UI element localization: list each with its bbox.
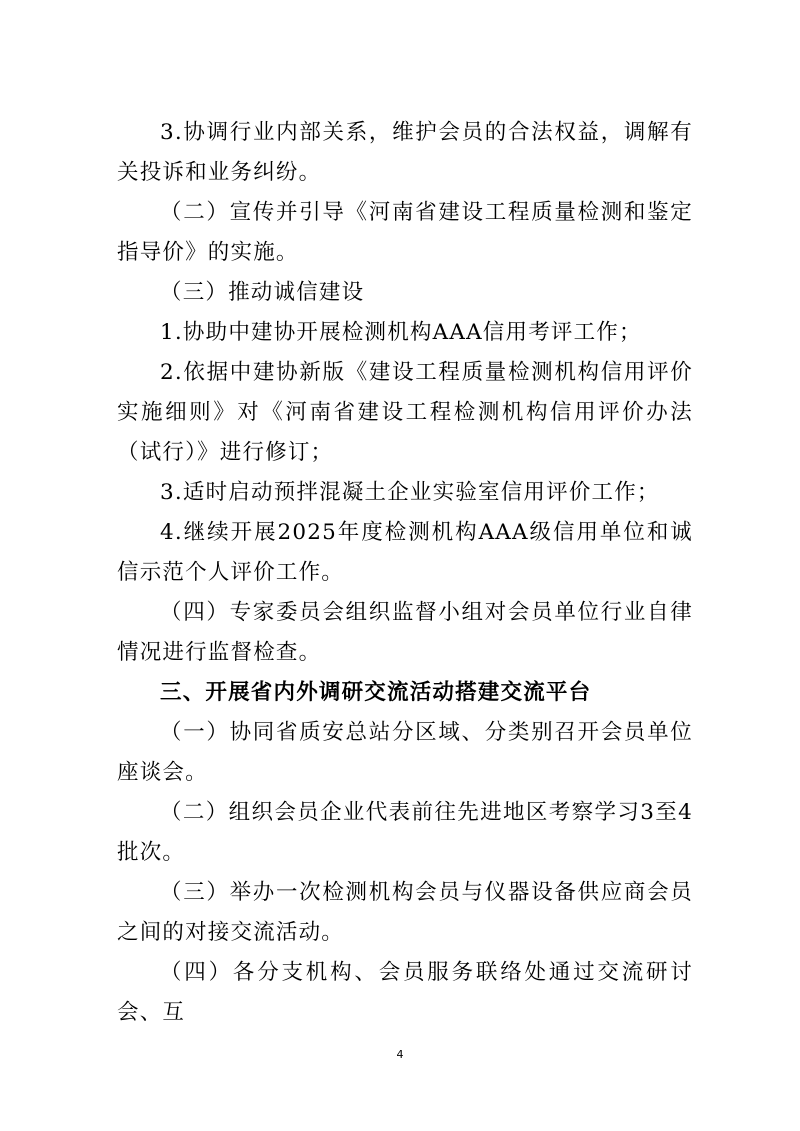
paragraph-concrete-lab-credit: 3.适时启动预拌混凝土企业实验室信用评价工作； — [160, 480, 660, 505]
paragraph-integrity-construction: （三）推动诚信建设 — [160, 280, 365, 305]
paragraph-aaa-credit-assessment: 1.协助中建协开展检测机构AAA信用考评工作； — [160, 320, 642, 345]
paragraph-branch-seminars: （四）各分支机构、会员服务联络处通过交流研讨会、互 — [117, 960, 693, 1025]
paragraph-2025-credit-evaluation: 4.继续开展2025年度检测机构AAA级信用单位和诚信示范个人评价工作。 — [117, 520, 693, 585]
paragraph-supplier-exchange: （三）举办一次检测机构会员与仪器设备供应商会员之间的对接交流活动。 — [117, 880, 693, 945]
paragraph-credit-rules-revision: 2.依据中建协新版《建设工程质量检测机构信用评价实施细则》对《河南省建设工程检测机构信用评价办法（试行）》进行修订； — [117, 360, 693, 465]
paragraph-guidance-price: （二）宣传并引导《河南省建设工程质量检测和鉴定指导价》的实施。 — [117, 200, 693, 265]
section-heading: 三、开展省内外调研交流活动搭建交流平台 — [160, 680, 592, 705]
paragraph-coordinate-relations: 3.协调行业内部关系，维护会员的合法权益，调解有关投诉和业务纠纷。 — [117, 120, 693, 185]
paragraph-study-tour: （二）组织会员企业代表前往先进地区考察学习3至4批次。 — [117, 800, 693, 865]
paragraph-regional-symposium: （一）协同省质安总站分区域、分类别召开会员单位座谈会。 — [117, 720, 693, 785]
document-body — [117, 113, 693, 1033]
paragraph-expert-committee-inspection: （四）专家委员会组织监督小组对会员单位行业自律情况进行监督检查。 — [117, 600, 693, 665]
page-number: 4 — [396, 1048, 404, 1061]
